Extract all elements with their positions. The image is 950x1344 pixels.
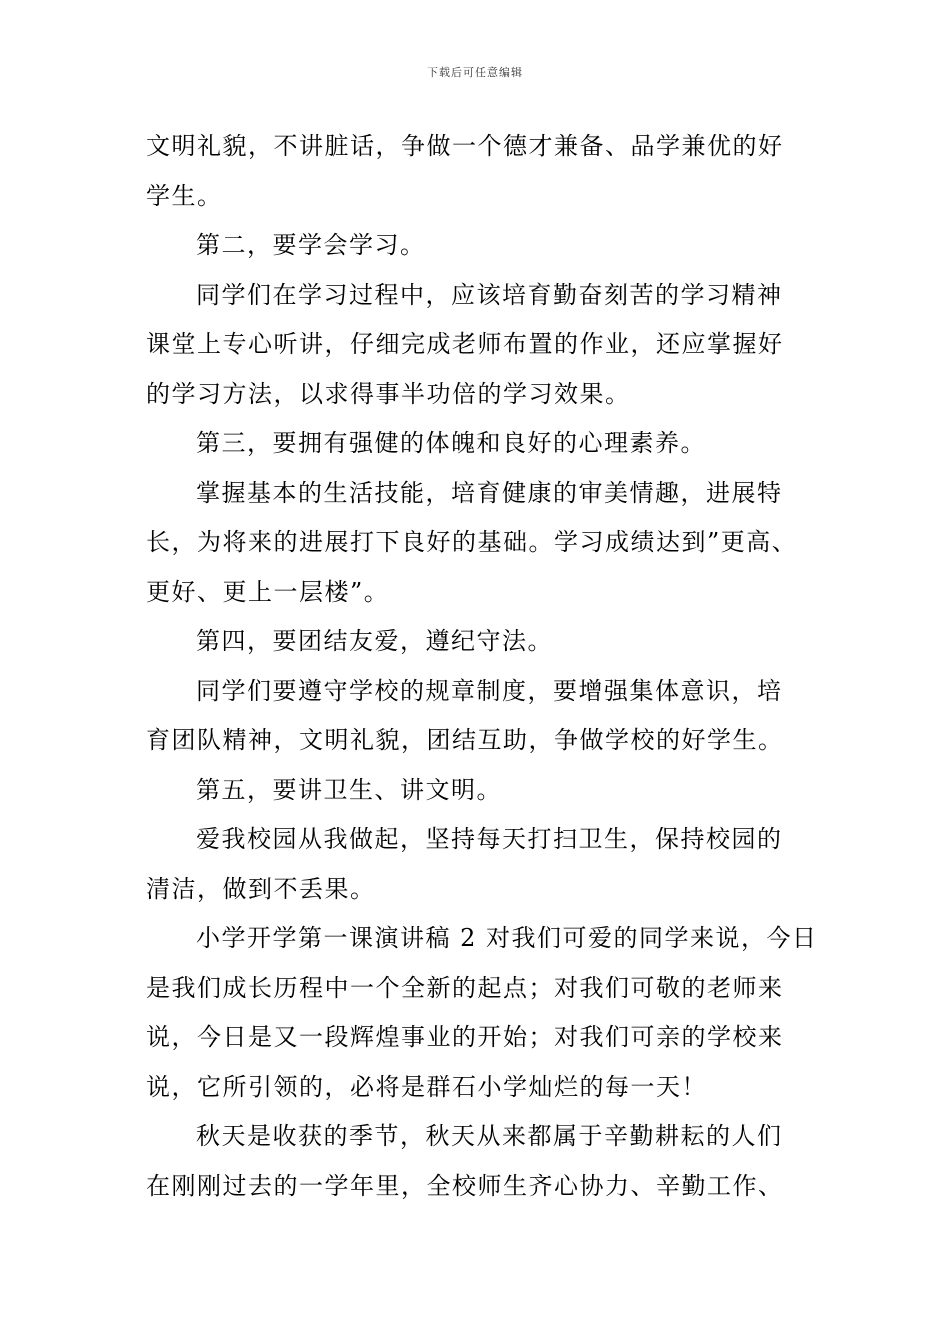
text-line: 同学们要遵守学校的规章制度，要增强集体意识，培: [196, 676, 783, 705]
text-line: 在刚刚过去的一学年里，全校师生齐心协力、辛勤工作、: [146, 1171, 784, 1200]
text-line: 爱我校园从我做起，坚持每天打扫卫生，保持校园的: [196, 825, 783, 853]
page-header: 下载后可任意编辑: [427, 66, 523, 79]
text-line: 第二，要学会学习。: [196, 231, 426, 259]
text-line: 第三，要拥有强健的体魄和良好的心理素养。: [196, 429, 706, 457]
text-line: 长，为将来的进展打下良好的基础。学习成绩达到”更高、: [146, 528, 798, 556]
text-line: 说，今日是又一段辉煌事业的开始；对我们可亲的学校来: [146, 1023, 784, 1051]
text-line: 清洁，做到不丢果。: [146, 874, 376, 903]
text-line: 掌握基本的生活技能，培育健康的审美情趣，进展特: [196, 478, 783, 507]
text-line: 第四，要团结友爱，遵纪守法。: [196, 627, 553, 655]
text-line: 学生。: [146, 181, 223, 210]
text-line: 课堂上专心听讲，仔细完成老师布置的作业，还应掌握好: [146, 330, 784, 358]
text-line: 小学开学第一课演讲稿 2 对我们可爱的同学来说，今日: [196, 924, 818, 952]
text-line: 同学们在学习过程中，应该培育勤奋刻苦的学习精神: [196, 280, 783, 309]
text-line: 第五，要讲卫生、讲文明。: [196, 775, 502, 804]
text-line: 文明礼貌，不讲脏话，争做一个德才兼备、品学兼优的好: [146, 132, 784, 160]
text-line: 育团队精神，文明礼貌，团结互助，争做学校的好学生。: [146, 726, 784, 754]
text-line: 更好、更上一层楼”。: [146, 577, 390, 606]
text-line: 秋天是收获的季节，秋天从来都属于辛勤耕耘的人们: [196, 1122, 783, 1150]
document-body: [146, 122, 826, 1211]
text-line: 是我们成长历程中一个全新的起点；对我们可敬的老师来: [146, 973, 784, 1002]
text-line: 说，它所引领的，必将是群石小学灿烂的每一天！: [146, 1072, 707, 1101]
text-line: 的学习方法，以求得事半功倍的学习效果。: [146, 379, 631, 408]
